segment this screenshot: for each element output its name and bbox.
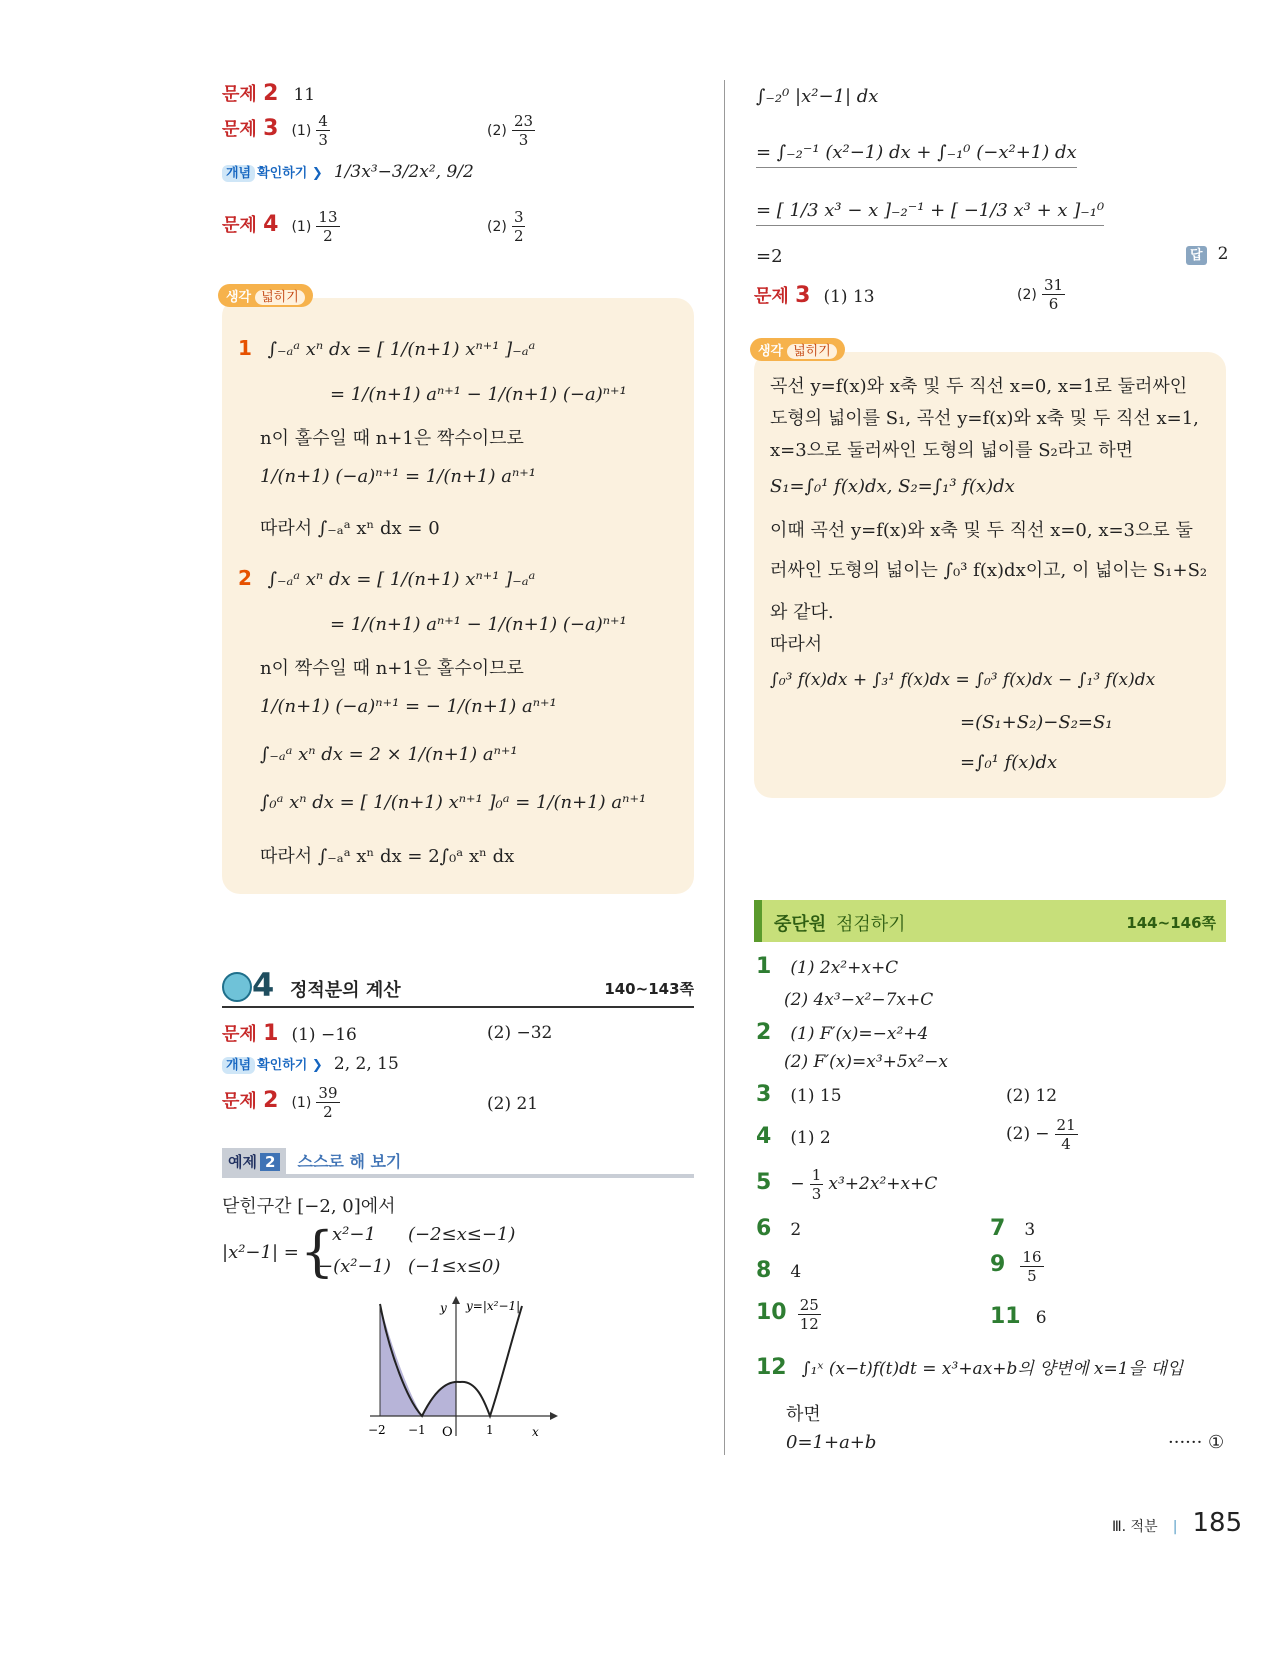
sec-problem-2: 문제 2 (1) $\frac{39}{2}$: [222, 1084, 338, 1121]
fraction: $\frac{25}{12}$: [799, 1296, 819, 1333]
tick-label: 1: [486, 1423, 494, 1437]
tick-label: −1: [408, 1423, 426, 1437]
concept-badge: 개념 확인하기 ❯: [222, 166, 323, 181]
think-line: 곡선 y=f(x)와 x축 및 두 직선 x=0, x=1로 둘러싸인: [770, 376, 1188, 397]
problem-label: 문제 3: [754, 283, 811, 308]
example-line: 닫힌구간 [−2, 0]에서: [222, 1196, 396, 1217]
fraction: $\frac{3}{2}$: [513, 208, 524, 245]
footer-separator: |: [1172, 1519, 1178, 1535]
curve-label: y=|x²−1|: [466, 1299, 521, 1313]
shaded-region-left: [380, 1304, 422, 1416]
think-line: 따라서: [770, 634, 823, 655]
section-header: [222, 966, 694, 1008]
example-lhs: |x²−1| =: [222, 1242, 299, 1263]
integral-line: = [ 1/3 x³ − x ]₋₂⁻¹ + [ −1/3 x³ + x ]₋₁⁰: [756, 200, 1104, 226]
integral-line: = ∫₋₂⁻¹ (x²−1) dx + ∫₋₁⁰ (−x²+1) dx: [756, 142, 1077, 168]
piecewise-range-1: (−2≤x≤−1): [408, 1224, 516, 1245]
answer-7: 7 3: [990, 1216, 1036, 1241]
think-tag: 생각 넓히기: [750, 338, 845, 361]
answer-line: (2) 4x³−x²−7x+C: [784, 990, 934, 1010]
think-line: S₁=∫₀¹ f(x)dx, S₂=∫₁³ f(x)dx: [770, 476, 1015, 497]
right-problem-3-part2: (2) $\frac{31}{6}$: [1017, 276, 1064, 313]
sec-problem-1: 문제 1 (1) −16: [222, 1021, 357, 1046]
answer-8: 8 4: [756, 1258, 802, 1283]
think-line: 1/(n+1) (−a)ⁿ⁺¹ = − 1/(n+1) aⁿ⁺¹: [260, 696, 557, 717]
example-bar: [222, 1148, 694, 1178]
sec-problem-1-part2: (2) −32: [487, 1023, 553, 1043]
page-number: 185: [1192, 1508, 1243, 1538]
problem-label: 문제 4: [222, 212, 279, 237]
answer-12: 12 ∫₁ˣ (x−t)f(t)dt = x³+ax+b의 양변에 x=1을 대입: [756, 1355, 1184, 1380]
x-axis-arrow: [550, 1412, 558, 1420]
fraction: $\frac{39}{2}$: [318, 1084, 338, 1121]
section-title: 정적분의 계산: [290, 980, 401, 1001]
answer-line: 0=1+a+b: [786, 1432, 877, 1453]
think-line: ∫₀³ f(x)dx + ∫₃¹ f(x)dx = ∫₀³ f(x)dx − ∫₁³ f(x)dx: [770, 670, 1156, 690]
answer-2: 2 (1) F′(x)=−x²+4: [756, 1020, 929, 1045]
section-circle-icon: [222, 972, 252, 1002]
answer-1: 1 (1) 2x²+x+C: [756, 954, 899, 979]
think-line: ∫₋ₐᵃ xⁿ dx = 2 × 1/(n+1) aⁿ⁺¹: [260, 744, 518, 765]
section-number: 4: [252, 966, 275, 1004]
example-tag: 예제 2: [222, 1148, 286, 1175]
concept-badge: 개념 확인하기 ❯: [222, 1058, 323, 1073]
fraction: $\frac{31}{6}$: [1043, 276, 1064, 313]
y-axis-arrow: [452, 1296, 460, 1304]
answer-9: 9 $\frac{16}{5}$: [990, 1248, 1042, 1285]
fraction: $\frac{13}{2}$: [318, 208, 338, 245]
think-line: n이 홀수일 때 n+1은 짝수이므로: [260, 428, 524, 449]
mid-unit-pages: 144~146쪽: [1126, 914, 1216, 932]
think-line: 따라서 ∫₋ₐᵃ xⁿ dx = 2∫₀ᵃ xⁿ dx: [260, 846, 515, 867]
chapter-label: Ⅲ. 적분: [1112, 1519, 1158, 1535]
mid-unit-title-bold: 중단원: [774, 914, 827, 935]
mid-unit-header: [754, 900, 1226, 942]
y-label: y: [440, 1301, 447, 1315]
think-line: 도형의 넓이를 S₁, 곡선 y=f(x)와 x축 및 두 직선 x=1,: [770, 408, 1199, 429]
problem-label: 문제 3: [222, 116, 279, 141]
abs-graph: [360, 1296, 560, 1446]
answer-line: 하면: [786, 1404, 821, 1425]
answer-line: (2) F′(x)=x³+5x²−x: [784, 1052, 948, 1072]
example-title: 스스로 해 보기: [297, 1152, 402, 1171]
think-line: 러싸인 도형의 넓이는 ∫₀³ f(x)dx이고, 이 넓이는 S₁+S₂: [770, 560, 1208, 581]
tick-label: O: [442, 1425, 453, 1440]
think-tag: 생각 넓히기: [218, 284, 313, 307]
think-line: = 1/(n+1) aⁿ⁺¹ − 1/(n+1) (−a)ⁿ⁺¹: [330, 614, 627, 635]
answer-6: 6 2: [756, 1216, 802, 1241]
fraction: $\frac{21}{4}$: [1056, 1116, 1076, 1153]
answer-4: 4 (1) 2: [756, 1124, 831, 1149]
answer-marker: 답 2: [1186, 244, 1228, 264]
mid-unit-title-rest: 점검하기: [836, 914, 906, 935]
problem-label: 문제 2: [222, 81, 279, 106]
answer-3-part2: (2) 12: [1006, 1086, 1058, 1106]
left-problem-3: 문제 3 (1) $\frac{4}{3}$: [222, 112, 328, 149]
x-label: x: [532, 1425, 539, 1439]
left-problem-3-part2: (2) $\frac{23}{3}$: [487, 112, 534, 149]
right-problem-3: 문제 3 (1) 13: [754, 283, 875, 308]
fraction: $\frac{1}{3}$: [811, 1166, 822, 1203]
integral-result: =2: [756, 246, 783, 267]
equation-marker: ······ ①: [1168, 1432, 1225, 1453]
left-problem-4: 문제 4 (1) $\frac{13}{2}$: [222, 208, 338, 245]
answer: 11: [293, 85, 316, 105]
answer-10: 10 $\frac{25}{12}$: [756, 1296, 819, 1333]
concept-check-2: 개념 확인하기 ❯ 2, 2, 15: [222, 1054, 399, 1074]
think-line: ∫₀ᵃ xⁿ dx = [ 1/(n+1) xⁿ⁺¹ ]₀ᵃ = 1/(n+1) aⁿ⁺¹: [260, 792, 647, 813]
sec-problem-2-part2: (2) 21: [487, 1094, 539, 1114]
fraction: $\frac{16}{5}$: [1022, 1248, 1042, 1285]
think-item-1: 1 ∫₋ₐᵃ xⁿ dx = [ 1/(n+1) xⁿ⁺¹ ]₋ₐᵃ: [238, 336, 536, 360]
think-line: =(S₁+S₂)−S₂=S₁: [960, 712, 1113, 733]
left-problem-4-part2: (2) $\frac{3}{2}$: [487, 208, 524, 245]
answer-3: 3 (1) 15: [756, 1082, 842, 1107]
left-problem-2: [222, 80, 315, 106]
integral-line: ∫₋₂⁰ |x²−1| dx: [756, 86, 879, 107]
piecewise-case-1: x²−1: [332, 1224, 376, 1245]
piecewise-range-2: (−1≤x≤0): [408, 1256, 501, 1277]
think-line: =∫₀¹ f(x)dx: [960, 752, 1058, 773]
problem-label: 문제 1: [222, 1021, 279, 1046]
fraction: $\frac{23}{3}$: [513, 112, 534, 149]
think-line: x=3으로 둘러싸인 도형의 넓이를 S₂라고 하면: [770, 440, 1134, 461]
footer: [1112, 1508, 1242, 1538]
think-item-2: 2 ∫₋ₐᵃ xⁿ dx = [ 1/(n+1) xⁿ⁺¹ ]₋ₐᵃ: [238, 566, 536, 590]
think-line: 따라서 ∫₋ₐᵃ xⁿ dx = 0: [260, 518, 440, 539]
concept-check-1: 개념 확인하기 ❯ 1/3x³−3/2x², 9/2: [222, 162, 474, 182]
think-line: 와 같다.: [770, 602, 834, 623]
answer-11: 11 6: [990, 1304, 1047, 1329]
piecewise-brace: {: [300, 1220, 335, 1283]
header-accent: [754, 900, 762, 942]
section-pages: 140~143쪽: [604, 980, 694, 998]
column-divider: [724, 80, 725, 1455]
piecewise-case-2: −(x²−1): [318, 1256, 392, 1277]
think-line: 1/(n+1) (−a)ⁿ⁺¹ = 1/(n+1) aⁿ⁺¹: [260, 466, 536, 487]
answer-4-part2: (2) − $\frac{21}{4}$: [1006, 1116, 1076, 1153]
think-line: = 1/(n+1) aⁿ⁺¹ − 1/(n+1) (−a)ⁿ⁺¹: [330, 384, 627, 405]
tick-label: −2: [368, 1423, 386, 1437]
fraction: $\frac{4}{3}$: [318, 112, 328, 149]
answer-5: 5 − $\frac{1}{3}$ x³+2x²+x+C: [756, 1166, 938, 1203]
think-line: 이때 곡선 y=f(x)와 x축 및 두 직선 x=0, x=3으로 둘: [770, 520, 1193, 541]
problem-label: 문제 2: [222, 1088, 279, 1113]
think-line: n이 짝수일 때 n+1은 홀수이므로: [260, 658, 524, 679]
